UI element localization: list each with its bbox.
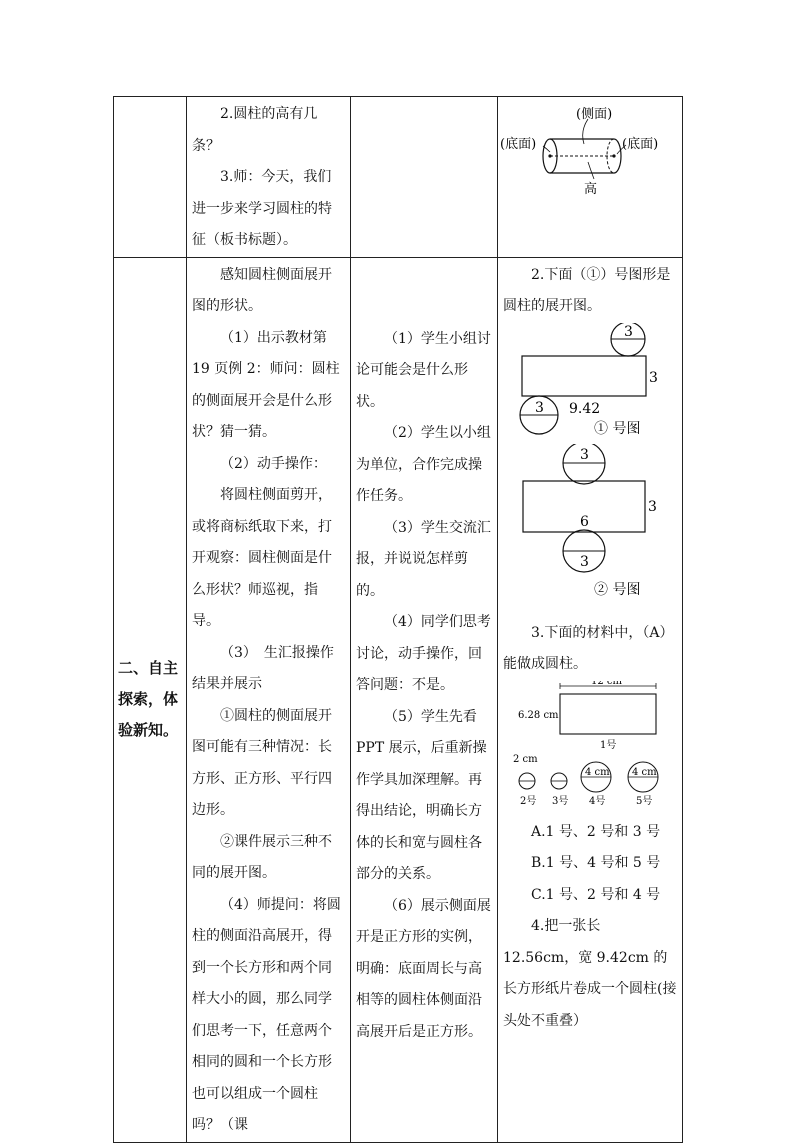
table-row bbox=[114, 97, 683, 258]
lesson-plan-table bbox=[113, 96, 683, 1143]
option-b: B.1 号、4 号和 5 号 bbox=[531, 855, 661, 871]
teacher-activity-cell bbox=[187, 257, 351, 1142]
fig1-circle-bottom: 3 bbox=[535, 399, 544, 416]
figure-2 bbox=[498, 444, 683, 624]
student-activity-cell-empty bbox=[351, 97, 498, 258]
fig2-caption: ② 号图 bbox=[594, 581, 641, 598]
option-c: C.1 号、2 号和 4 号 bbox=[531, 886, 661, 903]
bottom-right-label: (底面) bbox=[622, 137, 659, 152]
teacher-line: （1）出示教材第 19 页例 2：师问：圆柱的侧面展开会是什么形状？猜一猜。 bbox=[192, 329, 340, 440]
stage-cell-empty bbox=[114, 97, 187, 258]
fig1-circle-top: 3 bbox=[624, 323, 633, 340]
table-row bbox=[114, 257, 683, 1142]
rect-width-label: 12 cm bbox=[591, 680, 622, 687]
question-4: 4.把一张长 12.56cm，宽 9.42cm 的长方形纸片卷成一个圆柱(接头处不重叠） bbox=[503, 918, 677, 1029]
student-activity-cell bbox=[351, 257, 498, 1142]
teacher-activity-cell bbox=[187, 97, 351, 258]
student-line: （5）学生先看 PPT 展示，后重新操作学具加深理解。再得出结论，明确长方体的长和宽与圆柱各部分的关系。 bbox=[356, 708, 487, 882]
fig2-length: 6 bbox=[580, 513, 589, 530]
cylinder-diagram bbox=[498, 97, 683, 222]
stage-title: 二、自主探索，体验新知。 bbox=[118, 659, 179, 739]
option-a: A.1 号、2 号和 3 号 bbox=[531, 823, 661, 840]
teacher-line: （3） 生汇报操作结果并展示 bbox=[192, 644, 334, 692]
circle-3-id: 3号 bbox=[552, 795, 569, 807]
question-3: 3.下面的材料中，（A）能做成圆柱。 bbox=[503, 624, 674, 672]
circle-5-id: 5号 bbox=[636, 795, 653, 807]
materials-figure bbox=[498, 681, 683, 813]
student-line: （4）同学们思考讨论，动手操作，回答问题：不是。 bbox=[356, 614, 491, 693]
fig2-side: 3 bbox=[648, 498, 657, 515]
fig2-circle-top: 3 bbox=[580, 446, 589, 463]
student-line: （6）展示侧面展开是正方形的实例，明确：底面周长与高相等的圆柱体侧面沿高展开后是正方形。 bbox=[356, 897, 491, 1040]
student-line: （1）学生小组讨论可能会是什么形状。 bbox=[356, 330, 491, 410]
height-label: 高 bbox=[584, 182, 598, 197]
teacher-line: ①圆柱的侧面展开图可能有三种情况：长方形、正方形、平行四边形。 bbox=[192, 707, 332, 818]
teacher-line: （4）师提问：将圆柱的侧面沿高展开，得到一个长方形和两个同样大小的圆，那么同学们思考一下，任意两个相同的圆和一个长方形也可以组成一个圆柱吗？（课 bbox=[192, 896, 341, 1133]
circle-2-id: 2号 bbox=[520, 795, 537, 807]
circle-4-size: 4 cm bbox=[585, 766, 610, 778]
fig1-caption: ① 号图 bbox=[594, 420, 641, 437]
teacher-line: （2）动手操作： bbox=[220, 455, 327, 472]
teacher-line: 2.圆柱的高有几条？ bbox=[192, 106, 318, 154]
circle-2-size: 2 cm bbox=[513, 753, 538, 765]
circle-5-size: 4 cm bbox=[632, 766, 657, 778]
fig2-circle-bottom: 3 bbox=[580, 553, 589, 570]
bottom-left-label: (底面) bbox=[500, 137, 537, 152]
rect-id-label: 1号 bbox=[600, 739, 617, 751]
student-line: （2）学生以小组为单位，合作完成操作任务。 bbox=[356, 425, 491, 504]
rect-height-label: 6.28 cm bbox=[518, 709, 559, 721]
teacher-line: 将圆柱侧面剪开，或将商标纸取下来，打开观察：圆柱侧面是什么形状？师巡视，指导。 bbox=[192, 487, 332, 629]
side-label: (侧面) bbox=[576, 107, 613, 122]
exercise-cell bbox=[498, 257, 683, 1142]
question-2: 2.下面（①）号图形是圆柱的展开图。 bbox=[503, 266, 671, 314]
fig1-length: 9.42 bbox=[569, 400, 601, 417]
stage-cell bbox=[114, 257, 187, 1142]
fig1-side: 3 bbox=[649, 369, 658, 386]
circle-4-id: 4号 bbox=[589, 795, 606, 807]
student-line: （3）学生交流汇报，并说说怎样剪的。 bbox=[356, 519, 491, 599]
cylinder-diagram-cell bbox=[498, 97, 683, 258]
teacher-line: ②课件展示三种不同的展开图。 bbox=[192, 833, 332, 881]
teacher-line: 感知圆柱侧面展开图的形状。 bbox=[192, 266, 332, 314]
teacher-line: 3.师：今天，我们进一步来学习圆柱的特征（板书标题）。 bbox=[192, 169, 332, 248]
figure-1 bbox=[498, 323, 683, 440]
